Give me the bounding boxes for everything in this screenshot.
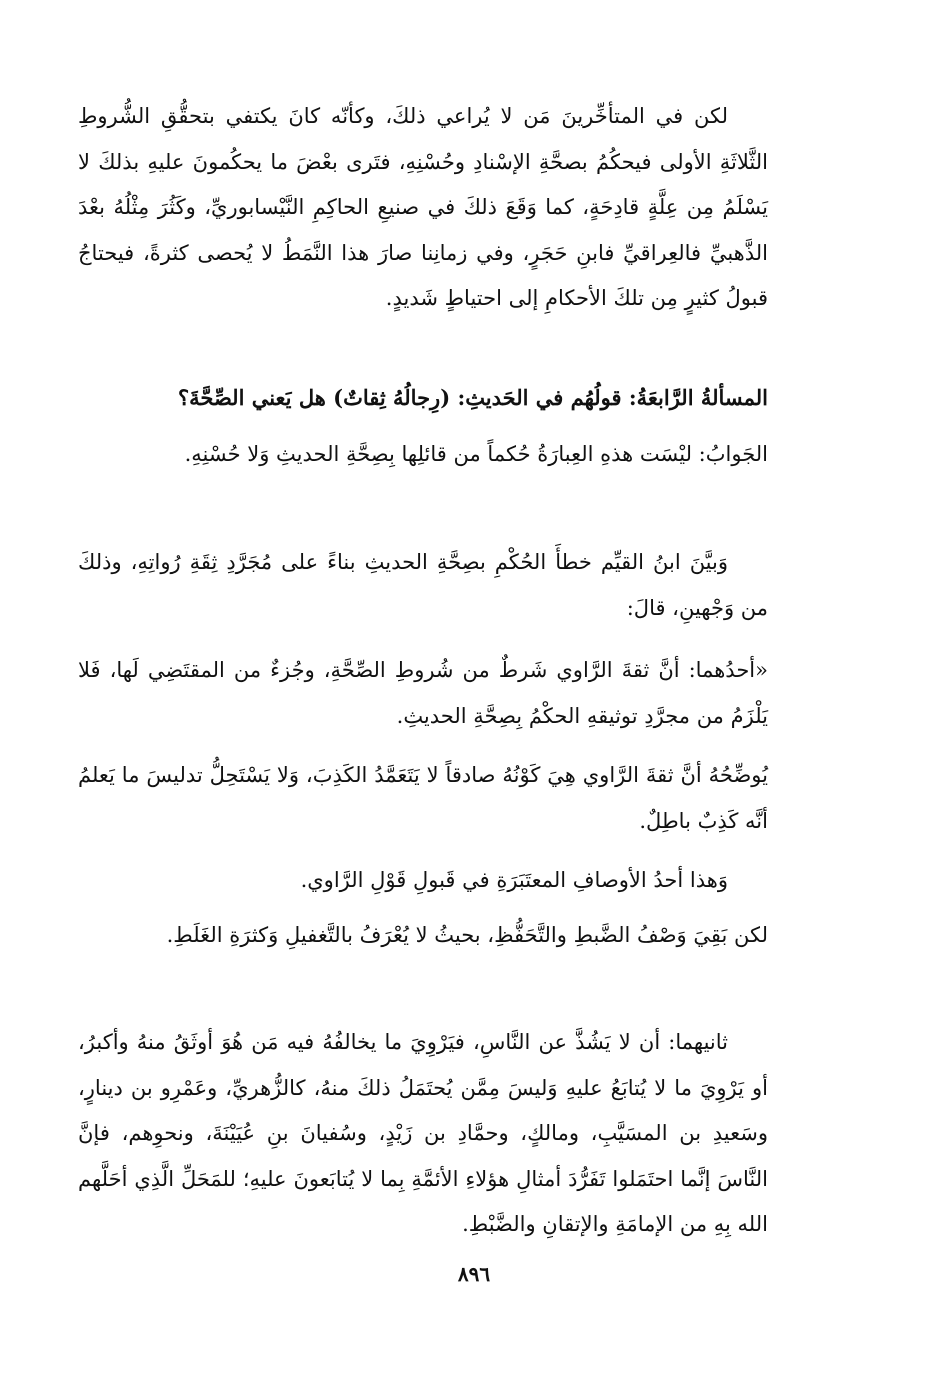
paragraph-clarification: يُوضِّحُهُ أنَّ ثقةَ الرَّاوي هِيَ كَوْنُهُ صادقاً لا يَتَعَمَّدُ الكَذِبَ، وَلا يَسْتَحِلُّ تدليسَ ما يَعلمُ أنَّه كَذِبٌ باطِلٌ. (78, 763, 768, 833)
paragraph-first-point: «أحدُهما: أنَّ ثقةَ الرَّاوي شَرطٌ من شُروطِ الصِّحَّةِ، وجُزءٌ من المقتَضِي لَها، فَلا يَلْزَمُ من مجرَّدِ توثيقهِ الحكْمُ بِصِحَّةِ الحديثِ. (78, 658, 768, 728)
paragraph-answer: الجَوابُ: ليْسَت هذهِ العِبارَةُ حُكماً من قائلِها بِصِحَّةِ الحديثِ وَلا حُسْنِهِ. (184, 442, 768, 466)
page-number: ٨٩٦ (457, 1262, 491, 1286)
section-heading: المسألةُ الرَّابعَةُ: قولُهُم في الحَديثِ: (رِجالُهُ ثِقاتٌ) هل يَعني الصِّحَّةَ؟ (178, 385, 768, 410)
paragraph-second-point: ثانيهما: أن لا يَشُذَّ عن النَّاسِ، فيَرْوِيَ ما يخالفُهُ فيه مَن هُوَ أوثَقُ منهُ وأكبرُ، أو يَرْوِيَ ما لا يُتابَعُ عليهِ وَليسَ مِمَّن يُحتَمَلُ ذلكَ منهُ، كالزُّهريِّ، وعَمْرِو بن دينارٍ، وسَعيدِ بن المسَيَّبِ، ومالكٍ، وحمَّادِ بن زَيْدٍ، وسُفيانَ بنِ عُيَيْنَةَ، ونحوِهم، فإنَّ النَّاسَ إنَّما احتَمَلوا تَفَرُّدَ أمثالِ هؤلاءِ الأئمَّةِ بِما لا يُتابَعونَ عليهِ؛ للمَحَلِّ الَّذِي أحَلَّهم الله بِهِ من الإمامَةِ والإتقانِ والضَّبْطِ. (78, 1030, 768, 1236)
paragraph-precision: لكن بَقِيَ وَصْفُ الضَّبطِ والتَّحَفُّظِ، بحيثُ لا يُعْرَفُ بالتَّغفيلِ وَكثرَةِ الغَلَطِ. (166, 923, 768, 947)
paragraph-attribute: وَهذا أحدُ الأوصافِ المعتَبَرَةِ في قَبولِ قَوْلِ الرَّاوي. (300, 868, 728, 892)
paragraph-intro: لكن في المتأخِّرينَ مَن لا يُراعي ذلكَ، وكأنّه كانَ يكتفي بتحقُّقِ الشُّروطِ الثَّلاثَةِ الأولى فيحكُمُ بصحَّةِ الإسْنادِ وحُسْنِهِ، فتَرى بعْضَ ما يحكُمونَ عليهِ بذلكَ لا يَسْلَمُ مِن عِلَّةٍ قادِحَةٍ، كما وَقَعَ ذلكَ في صنيعِ الحاكِمِ النَّيْسابوريِّ، وكَثُرَ مِثْلُهُ بعْدَ الذَّهبيِّ فالعِراقيِّ فابنِ حَجَرٍ، وفي زمانِنا صارَ هذا النَّمَطُ لا يُحصى كثرةً، فيحتاجُ قبولُ كثيرٍ مِن تلكَ الأحكامِ إلى احتياطٍ شَديدٍ. (78, 104, 768, 310)
paragraph-ibn-qayyim: وَبيَّنَ ابنُ القيِّم خطأَ الحُكْمِ بصِحَّةِ الحديثِ بناءً على مُجَرَّدِ ثِقَةِ رُواتِهِ، وذلكَ من وَجْهينِ، قالَ: (78, 550, 768, 620)
